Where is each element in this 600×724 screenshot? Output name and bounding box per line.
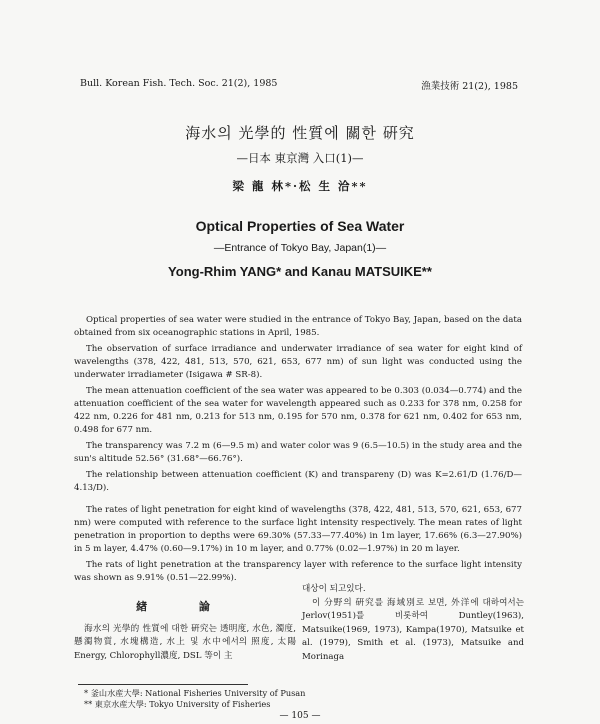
footnote: ** 東京水産大學: Tokyo University of Fisheries bbox=[84, 699, 271, 709]
abstract-paragraph: The rates of light penetration for eight kind of wavelengths (378, 422, 481, 513, 570, 621, 653, 677 nm) were computed with reference to the surface light intensity respectively. The mean rates of light penetration in proportion to depths were 69.30% (57.33—77.40%) in 1m layer, 17.66% (6.3—27.90%) in 5 m layer, 4.47% (0.60—9.17%) in 10 m layer, and 0.77% (0.02—1.97%) in 20 m layer. bbox=[74, 505, 522, 554]
intro-paragraph: 대상이 되고있다. bbox=[302, 584, 366, 594]
subtitle-english: —Entrance of Tokyo Bay, Japan(1)— bbox=[213, 242, 387, 254]
title-korean: 海水의 光學的 性質에 關한 硏究 bbox=[185, 124, 415, 142]
journal-citation-right: 漁業技術 21(2), 1985 bbox=[421, 81, 518, 92]
abstract-paragraph: Optical properties of sea water were studied in the entrance of Tokyo Bay, Japan, based on the data obtained from six oceanographic stations in April, 1985. bbox=[74, 315, 522, 338]
journal-citation-left: Bull. Korean Fish. Tech. Soc. 21(2), 1985 bbox=[80, 78, 278, 89]
subtitle-korean: —日本 東京灣 入口(1)— bbox=[236, 151, 364, 165]
footnote: * 釜山水産大學: National Fisheries University of Pusan bbox=[84, 688, 306, 698]
authors-korean: 梁 龍 林*·松 生 洽** bbox=[232, 179, 368, 193]
intro-paragraph: 海水의 光學的 性質에 대한 硏究는 透明度, 水色, 濁度, 懸濁物質, 水塊構造, 水上 및 水中에서의 照度, 太陽 Energy, Chlorophyll濃度, DSL 等이 主 bbox=[74, 623, 296, 661]
footnote-divider bbox=[78, 684, 248, 685]
abstract-paragraph: The observation of surface irradiance and underwater irradiance of sea water for eight kind of wavelengths (378, 422, 481, 513, 570, 621, 653, 677 nm) of sun light was conducted using the underwater irradiameter (Isigawa # SR-8). bbox=[74, 344, 522, 380]
title-english: Optical Properties of Sea Water bbox=[195, 218, 405, 234]
abstract bbox=[74, 314, 522, 588]
abstract-paragraph: The rats of light penetration at the transparency layer with reference to the surface light intensity was shown as 9.91% (0.51—22.99%). bbox=[74, 560, 522, 583]
abstract-paragraph: The relationship between attenuation coefficient (K) and transpareny (D) was K=2.61/D (1.76/D—4.13/D). bbox=[74, 470, 522, 493]
intro-heading: 緖 論 bbox=[136, 600, 234, 613]
page-number: — 105 — bbox=[279, 711, 321, 721]
authors-english: Yong-Rhim YANG* and Kanau MATSUIKE** bbox=[168, 264, 432, 279]
intro-paragraph: 이 分野의 硏究를 海域別로 보면, 外洋에 대하여서는 Jerlov(1951)를 비롯하여 Duntley(1963), Matsuike(1969, 1973), Kampa(1970), Matsuike et al. (1979), Smith et al. (1973), Matsuike and Morinaga bbox=[302, 597, 524, 662]
abstract-paragraph: The mean attenuation coefficient of the sea water was appeared to be 0.303 (0.034—0.774) and the attenuation coefficient of the sea water for wavelength appeared such as 0.233 for 378 nm, 0.258 for 422 nm, 0.226 for 481 nm, 0.213 for 513 nm, 0.195 for 570 nm, 0.378 for 621 nm, 0.402 for 653 nm, 0.498 for 677 nm. bbox=[74, 386, 522, 435]
intro-right-column bbox=[302, 583, 524, 664]
intro-left-column bbox=[74, 600, 296, 663]
abstract-paragraph: The transparency was 7.2 m (6—9.5 m) and water color was 9 (6.5—10.5) in the study area and the sun's altitude 52.56° (31.68°—66.76°). bbox=[74, 441, 522, 464]
